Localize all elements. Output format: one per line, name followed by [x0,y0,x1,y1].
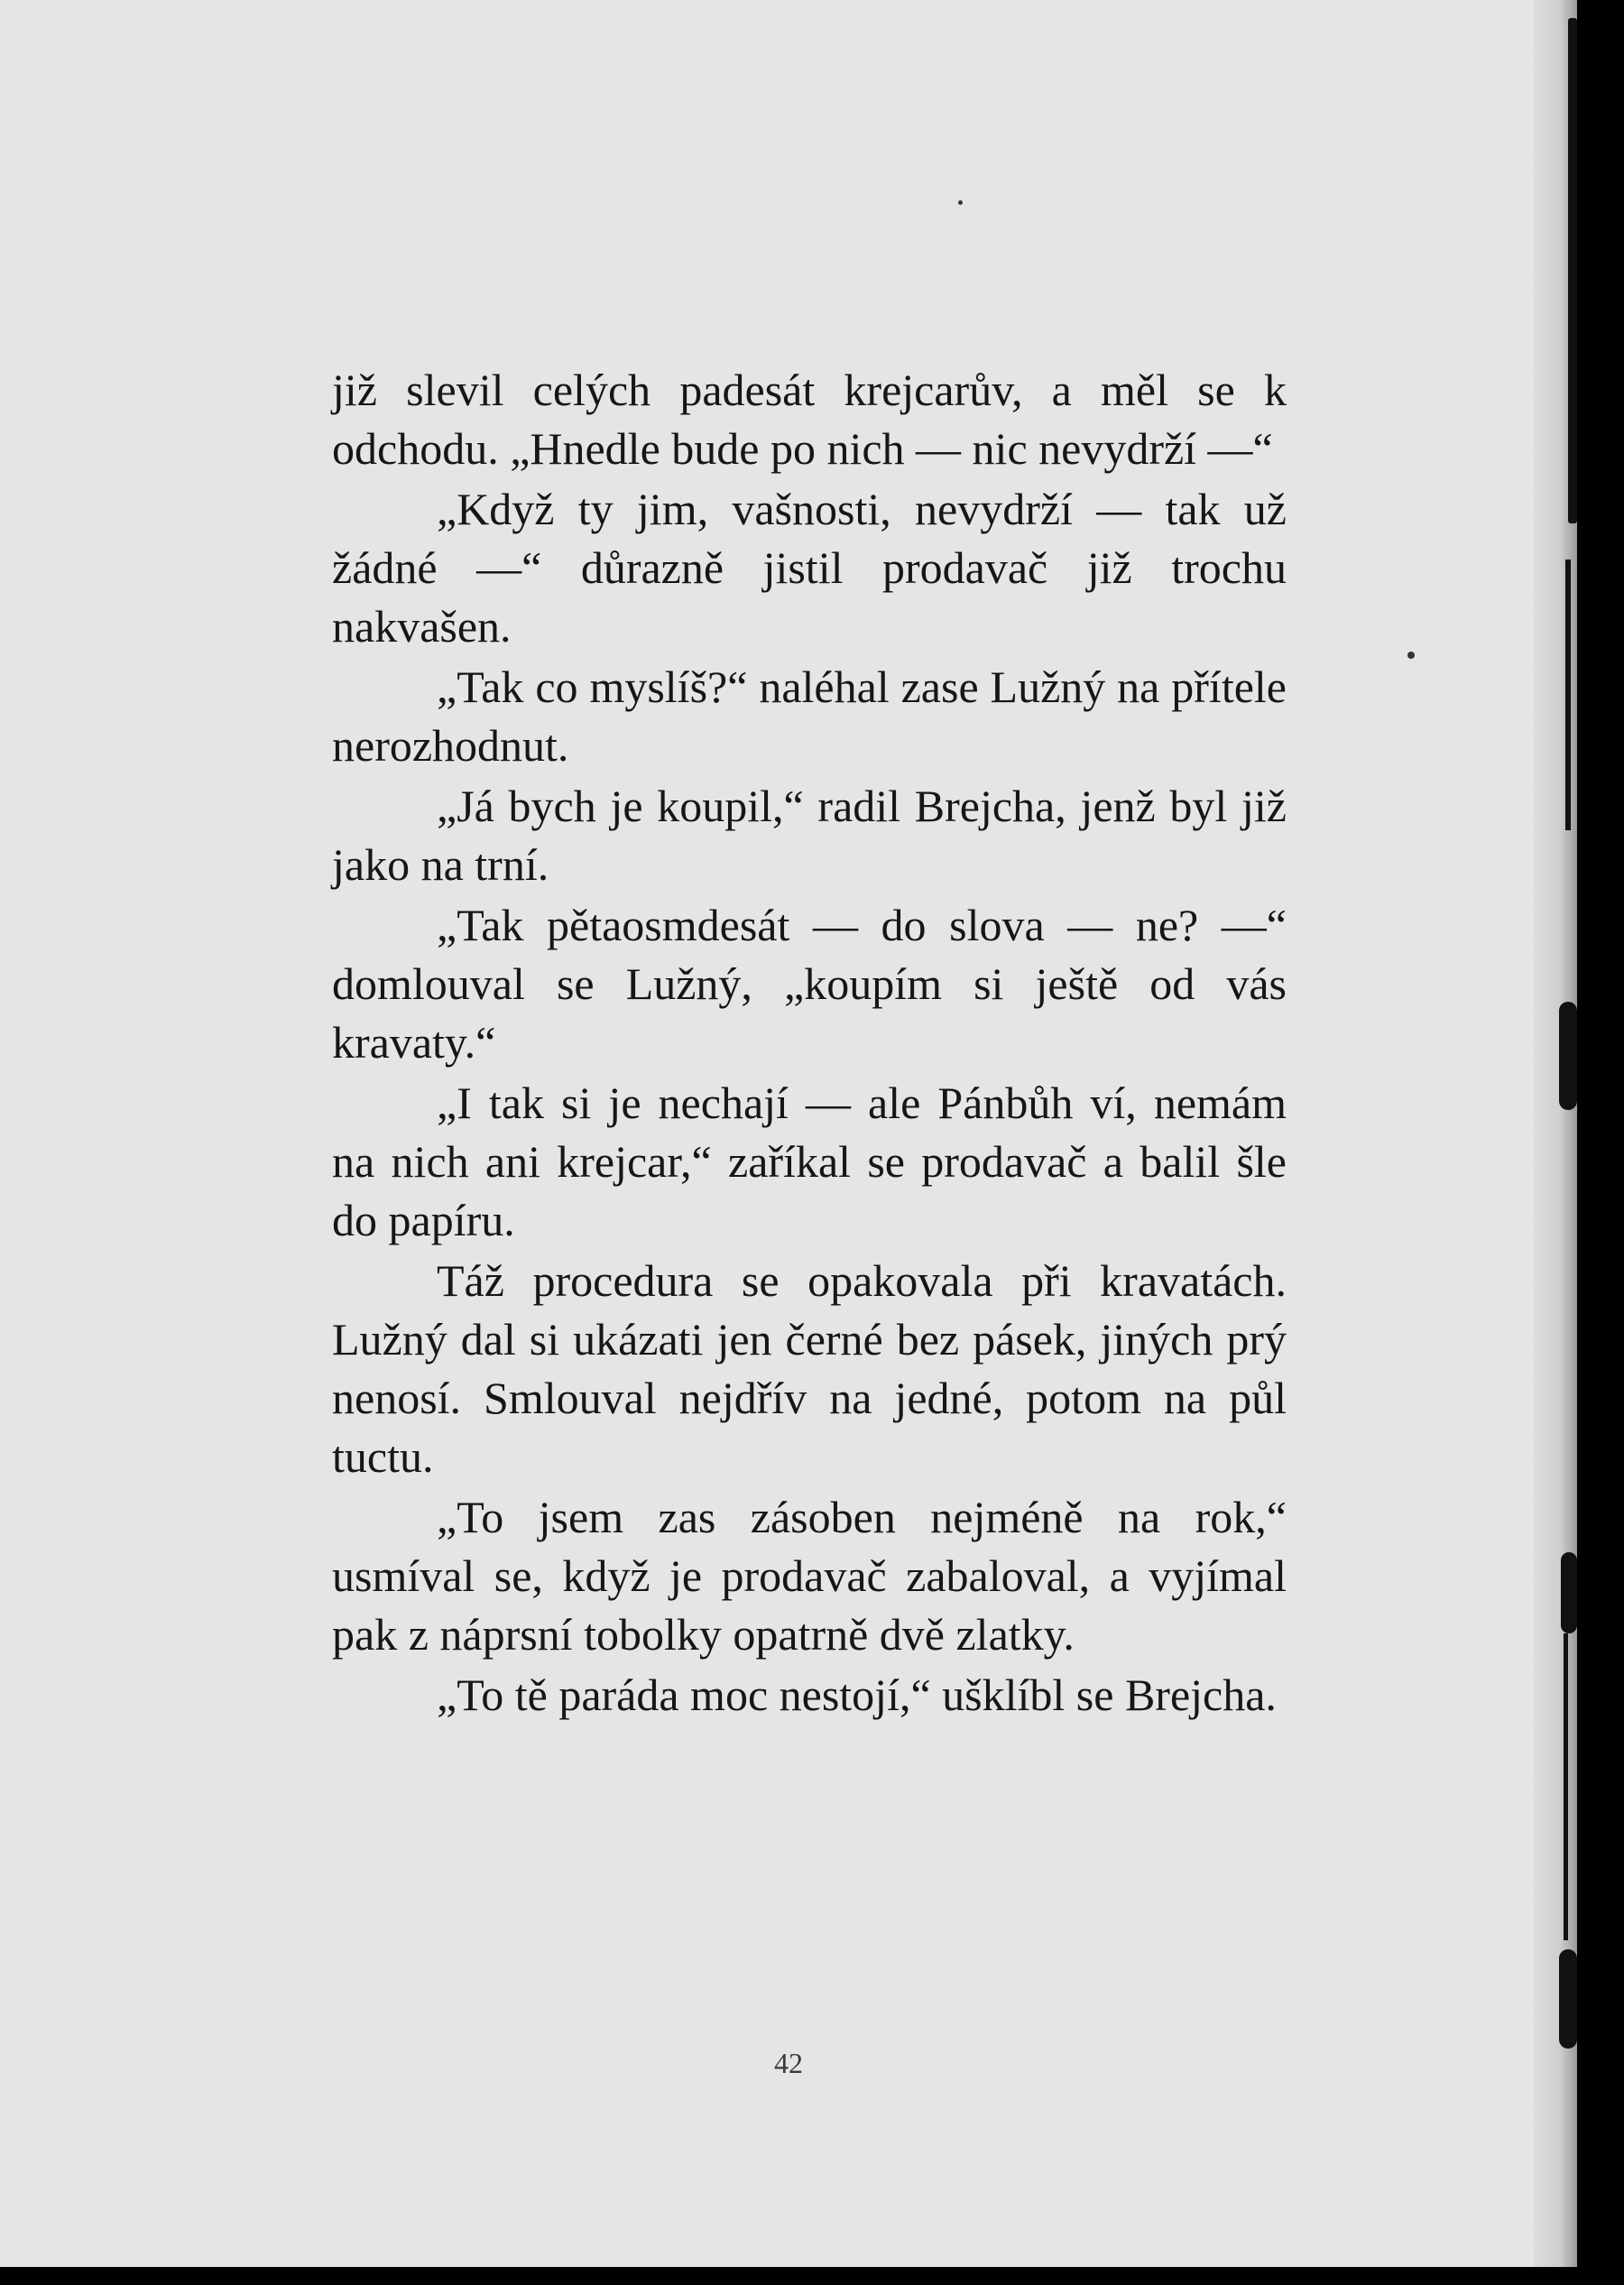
paragraph: „Tak pětaosmdesát — do slova — ne? —“ domlouval se Lužný, „koupím si ještě od vás kravaty.“ [332,900,1287,1068]
body-text [332,361,1287,1726]
binding-mark [1564,1633,1568,1940]
paragraph: „To tě paráda moc nestojí,“ ušklíbl se Brejcha. [437,1670,1277,1720]
paragraph: „Když ty jim, vašnosti, nevydrží — tak už žádné —“ důrazně jistil prodavač již trochu nakvašen. [332,484,1287,652]
binding-mark [1559,1002,1577,1110]
paragraph: „Já bych je koupil,“ radil Brejcha, jenž byl již jako na trní. [332,781,1287,890]
binding-mark [1565,560,1571,830]
binding-mark [1561,1552,1577,1633]
binding-mark [1568,18,1577,523]
paragraph: „Tak co myslíš?“ naléhal zase Lužný na přítele nerozhodnut. [332,661,1287,771]
scan-speck [1407,652,1415,659]
paragraph: Táž procedura se opakovala při kravatách. Lužný dal si ukázati jen černé bez pásek, jiných prý nenosí. Smlouval nejdřív na jedné, potom na půl tuctu. [332,1255,1287,1482]
paragraph: již slevil celých padesát krejcarův, a měl se k odchodu. „Hnedle bude po nich — nic nevydrží —“ [332,365,1287,474]
paragraph: „To jsem zas zásoben nejméně na rok,“ usmíval se, když je prodavač zabaloval, a vyjímal pak z náprsní tobolky opatrně dvě zlatky. [332,1492,1287,1660]
binding-mark [1559,1949,1577,2049]
page-number: 42 [774,2047,803,2079]
scan-speck [958,200,963,205]
paragraph: „I tak si je nechají — ale Pánbůh ví, nemám na nich ani krejcar,“ zaříkal se prodavač a balil šle do papíru. [332,1078,1287,1245]
